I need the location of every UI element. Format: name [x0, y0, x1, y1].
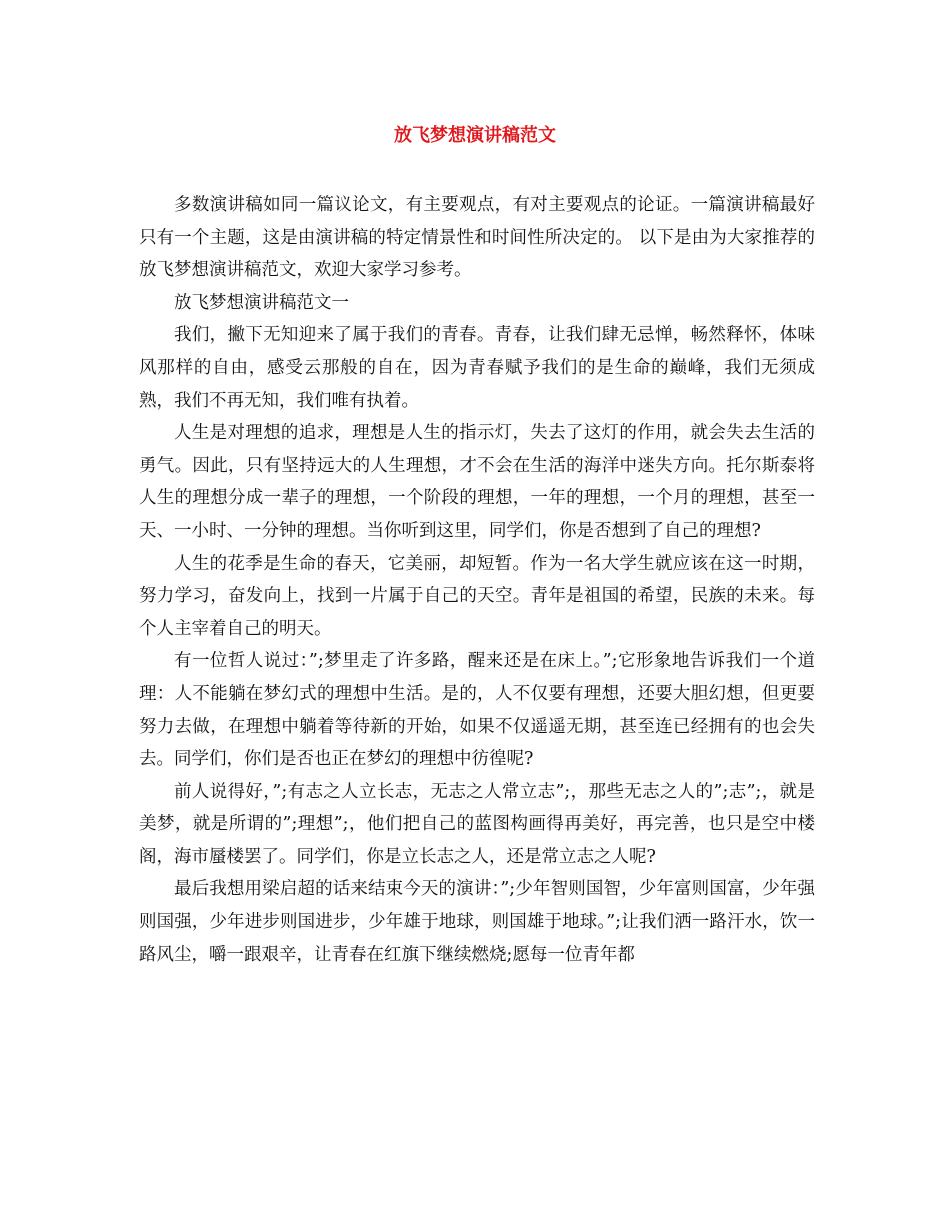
paragraph: 前人说得好，”;有志之人立长志，无志之人常立志”;，那些无志之人的”;志”;，就是美梦，就是所谓的”;理想”;，他们把自己的蓝图构画得再美好，再完善，也只是空中楼阁，海市蜃楼罢了。同学们，你是立长志之人，还是常立志之人呢?: [139, 781, 815, 867]
section-heading: 放飞梦想演讲稿范文一: [174, 292, 349, 313]
paragraph: 我们，撇下无知迎来了属于我们的青春。青春，让我们肆无忌惮，畅然释怀，体味风那样的自由，感受云那般的自在，因为青春赋予我们的是生命的巅峰，我们无须成熟，我们不再无知，我们唯有执着。: [139, 325, 815, 411]
document-title: 放飞梦想演讲稿范文: [394, 125, 556, 146]
paragraph: 最后我想用梁启超的话来结束今天的演讲：”;少年智则国智，少年富则国富，少年强则国强，少年进步则国进步，少年雄于地球，则国雄于地球。”;让我们洒一路汗水，饮一路风尘，嚼一跟艰辛，让青春在红旗下继续燃烧;愿每一位青年都: [139, 879, 815, 965]
paragraph: 有一位哲人说过：”;梦里走了许多路，醒来还是在床上。”;它形象地告诉我们一个道理：人不能躺在梦幻式的理想中生活。是的，人不仅要有理想，还要大胆幻想，但更要努力去做，在理想中躺着等待新的开始，如果不仅遥遥无期，甚至连已经拥有的也会失去。同学们，你们是否也正在梦幻的理想中彷徨呢?: [139, 651, 815, 770]
document-body: [139, 189, 815, 971]
paragraph: 人生是对理想的追求，理想是人生的指示灯，失去了这灯的作用，就会失去生活的勇气。因此，只有坚持远大的人生理想，才不会在生活的海洋中迷失方向。托尔斯泰将人生的理想分成一辈子的理想，一个阶段的理想，一年的理想，一个月的理想，甚至一天、一小时、一分钟的理想。当你听到这里，同学们，你是否想到了自己的理想?: [139, 423, 815, 541]
paragraph: 人生的花季是生命的春天，它美丽，却短暂。作为一名大学生就应该在这一时期，努力学习，奋发向上，找到一片属于自己的天空。青年是祖国的希望，民族的未来。每个人主宰着自己的明天。: [139, 553, 815, 639]
paragraph-intro: 多数演讲稿如同一篇议论文，有主要观点，有对主要观点的论证。一篇演讲稿最好只有一个主题，这是由演讲稿的特定情景性和时间性所决定的。 以下是由为大家推荐的放飞梦想演讲稿范文，欢迎大家学习参考。: [139, 195, 815, 281]
